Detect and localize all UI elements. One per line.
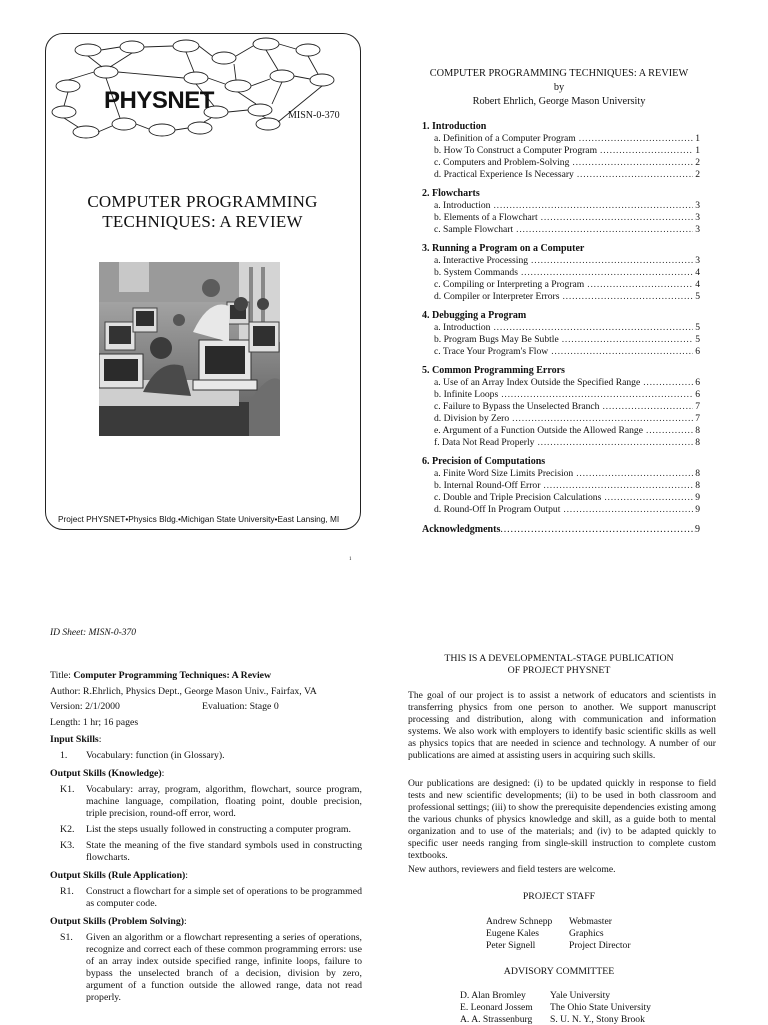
table-of-contents: [422, 121, 700, 536]
toc-entry-text: a. Introduction: [434, 200, 491, 211]
toc-entry-text: d. Round-Off In Program Output: [434, 504, 561, 515]
toc-entry: [422, 224, 700, 236]
toc-entry: [422, 377, 700, 389]
output-knowledge-list: [50, 784, 362, 864]
toc-entry-text: b. Elements of a Flowchart: [434, 212, 538, 223]
advisory-name: E. Leonard Jossem: [460, 1001, 533, 1013]
toc-header: [400, 67, 718, 109]
toc-leader-dots: [577, 169, 693, 181]
toc-entry-page: 1: [695, 145, 700, 156]
toc-entry: [422, 255, 700, 267]
toc-section: [422, 456, 700, 516]
toc-entry-page: 2: [695, 169, 700, 180]
skill-text: List the steps usually followed in constructing a computer program.: [86, 824, 352, 835]
photo-graphic: [99, 262, 280, 436]
advisory-committee-list: [460, 990, 651, 1025]
toc-entry-text: c. Sample Flowchart: [434, 224, 514, 235]
toc-section-title: 2. Flowcharts: [422, 188, 480, 199]
toc-entry-page: 5: [695, 291, 700, 302]
staff-row: [486, 940, 631, 952]
cover-title-line2: TECHNIQUES: A REVIEW: [102, 212, 303, 231]
toc-entry: [422, 480, 700, 492]
toc-entry-page: 3: [695, 224, 700, 235]
skill-text: Construct a flowchart for a simple set of operations to be programmed as computer code.: [86, 886, 362, 909]
staff-name: Eugene Kales: [486, 928, 540, 940]
toc-entry: [422, 504, 700, 516]
toc-leader-dots: [576, 468, 693, 480]
skill-label: R1.: [60, 886, 74, 897]
staff-name: Andrew Schnepp: [486, 916, 553, 927]
toc-entry: [422, 279, 700, 291]
toc-leader-dots: [531, 255, 693, 267]
toc-entry: [422, 157, 700, 169]
toc-entry-text: c. Failure to Bypass the Unselected Branch: [434, 401, 600, 412]
output-rule-heading-text: Output Skills (Rule Application): [50, 870, 186, 881]
module-length: Length: 1 hr; 16 pages: [50, 716, 139, 728]
toc-entry-text: b. Internal Round-Off Error: [434, 480, 541, 491]
advisory-committee-heading: ADVISORY COMMITTEE: [503, 966, 615, 977]
toc-section: [422, 121, 700, 181]
skill-label: K1.: [60, 784, 75, 795]
advisory-name: A. A. Strassenburg: [460, 1013, 533, 1025]
toc-entry-text: d. Compiler or Interpreter Errors: [434, 291, 560, 302]
toc-leader-dots: [541, 212, 694, 224]
id-sheet: [50, 668, 362, 1008]
toc-leader-dots: [572, 157, 693, 169]
design-paragraph: Our publications are designed: (i) to be updated quickly in response to field tests and new scientific developments; (ii) to be used in both classroom and professional settings; (iii) to show the prerequisite dependencies existing among the various chunks of physics knowledge and skill, as a guide both to mental organization and to use of the materials; and (iv) to be adapted quickly to specific user needs ranging from single-skill instruction to complete custom textbooks.: [408, 778, 716, 861]
toc-doc-title: COMPUTER PROGRAMMING TECHNIQUES: A REVIEW: [429, 68, 689, 79]
toc-entry: [422, 413, 700, 425]
toc-entry: [422, 437, 700, 449]
toc-entry-page: 3: [695, 212, 700, 223]
staff-role: Webmaster: [569, 916, 612, 927]
module-evaluation: Evaluation: Stage 0: [202, 701, 279, 712]
toc-leader-dots: [493, 322, 693, 334]
toc-ack-page: 9: [695, 524, 700, 535]
skill-text: Vocabulary: array, program, algorithm, flowchart, source program, machine language, compilation, floating point, double precision, triple precision, round-off error, word.: [86, 784, 362, 819]
skill-text: Given an algorithm or a flowchart representing a series of operations, recognize and correct each of these common programming errors: use of an array index outside specified range, infinite loops, failure to bypass the unselected branch of a decision, division by zero, argument of a function outside the allowed range, data not read properly.: [86, 932, 362, 1003]
output-rule-list: [50, 886, 362, 910]
toc-section: [422, 365, 700, 449]
toc-section: [422, 243, 700, 303]
toc-section-title: 5. Common Programming Errors: [422, 365, 565, 376]
skill-item: [50, 840, 362, 864]
toc-section: [422, 188, 700, 236]
toc-entry-text: a. Finite Word Size Limits Precision: [434, 468, 574, 479]
toc-section-title: 3. Running a Program on a Computer: [422, 243, 585, 254]
toc-entry-page: 7: [695, 401, 700, 412]
advisory-row: [460, 1014, 651, 1025]
page-number: 1: [349, 557, 352, 562]
advisory-row: [460, 1002, 651, 1014]
version-row: [50, 699, 362, 715]
toc-entry-page: 8: [695, 480, 700, 491]
toc-entry: [422, 492, 700, 504]
cover-title: [60, 192, 345, 232]
toc-acknowledgments: [422, 524, 700, 536]
toc-ack-text: Acknowledgments: [422, 524, 501, 535]
toc-leader-dots: [646, 425, 693, 437]
advisory-affiliation: Yale University: [550, 990, 611, 1001]
id-sheet-label: ID Sheet: MISN-0-370: [50, 628, 137, 638]
toc-entry: [422, 425, 700, 437]
publication-heading-line2: OF PROJECT PHYSNET: [507, 665, 611, 676]
toc-entry-text: a. Definition of a Computer Program: [434, 133, 576, 144]
toc-entry: [422, 389, 700, 401]
project-staff-heading: PROJECT STAFF: [522, 891, 596, 902]
skill-item: [50, 886, 362, 910]
toc-leader-dots: [579, 133, 693, 145]
toc-entry-page: 7: [695, 413, 700, 424]
skill-text: Vocabulary: function (in Glossary).: [86, 750, 225, 761]
staff-role: Graphics: [569, 928, 604, 940]
output-knowledge-heading: Output Skills (Knowledge):: [50, 768, 165, 779]
goal-paragraph: The goal of our project is to assist a network of educators and scientists in transferring physics from one person to another. We support manuscript processing and distribution, along with communication and information systems. We also work with employers to identify basic scientific skills as well as physics topics that are needed in science and technology. A number of our publications are aimed at assisting users in acquiring such skills.: [408, 690, 716, 761]
toc-leader-dots: [493, 200, 693, 212]
toc-entry-text: a. Interactive Processing: [434, 255, 529, 266]
toc-entry: [422, 212, 700, 224]
toc-leader-dots: [562, 291, 693, 303]
toc-entry-page: 9: [695, 504, 700, 515]
toc-entry-text: b. How To Construct a Computer Program: [434, 145, 598, 156]
toc-entry: [422, 200, 700, 212]
toc-entry-text: c. Compiling or Interpreting a Program: [434, 279, 585, 290]
toc-entry-page: 4: [695, 267, 700, 278]
skill-item: [50, 750, 362, 762]
advisory-row: [460, 990, 651, 1002]
toc-entry-text: b. System Commands: [434, 267, 518, 278]
toc-entry: [422, 169, 700, 181]
classroom-computers-photo: [99, 262, 280, 436]
advisory-affiliation: S. U. N. Y., Stony Brook: [550, 1013, 645, 1025]
input-skills-heading: Input Skills:: [50, 734, 102, 745]
physnet-logo: PHYSNET: [104, 87, 214, 114]
toc-entry-page: 3: [695, 200, 700, 211]
welcome-paragraph: New authors, reviewers and field testers are welcome.: [408, 864, 616, 875]
toc-entry-text: a. Use of an Array Index Outside the Specified Range: [434, 377, 641, 388]
output-problem-heading: Output Skills (Problem Solving):: [50, 916, 187, 927]
title-label: Title:: [50, 670, 74, 681]
toc-entry-text: b. Infinite Loops: [434, 389, 499, 400]
skill-item: [50, 784, 362, 820]
toc-entry-page: 6: [695, 389, 700, 400]
toc-entry: [422, 468, 700, 480]
toc-leader-dots: [501, 389, 693, 401]
toc-entry-page: 6: [695, 346, 700, 357]
module-id: MISN-0-370: [288, 110, 340, 121]
skill-text: State the meaning of the five standard symbols used in constructing flowcharts.: [86, 840, 362, 863]
toc-leader-dots: [602, 401, 693, 413]
module-version: Version: 2/1/2000: [50, 701, 120, 712]
toc-entry-page: 3: [695, 255, 700, 266]
toc-entry-page: 5: [695, 334, 700, 345]
skill-label: 1.: [60, 750, 68, 761]
toc-entry: [422, 334, 700, 346]
toc-by: by: [553, 82, 565, 93]
cover-title-line1: COMPUTER PROGRAMMING: [87, 192, 318, 211]
toc-leader-dots: [521, 267, 693, 279]
toc-entry-page: 2: [695, 157, 700, 168]
skill-item: [50, 932, 362, 1004]
toc-entry-page: 6: [695, 377, 700, 388]
toc-entry: [422, 322, 700, 334]
toc-entry-text: e. Argument of a Function Outside the Allowed Range: [434, 425, 643, 436]
toc-entry-page: 5: [695, 322, 700, 333]
toc-leader-dots: [563, 504, 693, 516]
toc-section-title: 4. Debugging a Program: [422, 310, 527, 321]
staff-role: Project Director: [569, 940, 631, 952]
toc-entry-page: 8: [695, 468, 700, 479]
toc-entry-text: f. Data Not Read Properly: [434, 437, 535, 448]
toc-section-title: 1. Introduction: [422, 121, 487, 132]
toc-entry-text: b. Program Bugs May Be Subtle: [434, 334, 559, 345]
publication-heading-line1: THIS IS A DEVELOPMENTAL-STAGE PUBLICATION: [444, 653, 674, 664]
output-knowledge-heading-text: Output Skills (Knowledge): [50, 768, 162, 779]
advisory-affiliation: The Ohio State University: [550, 1001, 651, 1013]
input-skills-heading-text: Input Skills: [50, 734, 99, 745]
toc-entry-page: 8: [695, 425, 700, 436]
toc-entry: [422, 401, 700, 413]
module-title: Computer Programming Techniques: A Review: [73, 670, 272, 681]
advisory-name: D. Alan Bromley: [460, 990, 526, 1001]
publication-heading: [400, 653, 718, 677]
toc-entry-page: 9: [695, 492, 700, 503]
cover-footer: Project PHYSNET•Physics Bldg.•Michigan State University•East Lansing, MI: [58, 514, 340, 524]
toc-leader-dots: [512, 413, 693, 425]
toc-entry: [422, 346, 700, 358]
toc-entry-text: c. Double and Triple Precision Calculations: [434, 492, 602, 503]
skill-item: [50, 824, 362, 836]
toc-leader-dots: [516, 224, 693, 236]
toc-entry: [422, 133, 700, 145]
toc-entry-text: d. Division by Zero: [434, 413, 510, 424]
output-rule-heading: Output Skills (Rule Application):: [50, 870, 189, 881]
toc-entry: [422, 291, 700, 303]
toc-section-title: 6. Precision of Computations: [422, 456, 546, 467]
output-problem-heading-text: Output Skills (Problem Solving): [50, 916, 185, 927]
toc-entry-text: c. Trace Your Program's Flow: [434, 346, 549, 357]
toc-entry-page: 8: [695, 437, 700, 448]
staff-name: Peter Signell: [486, 940, 536, 952]
toc-leader-dots: [562, 334, 693, 346]
toc-author: Robert Ehrlich, George Mason University: [472, 96, 646, 107]
toc-leader-dots: [543, 480, 693, 492]
skill-label: S1.: [60, 932, 73, 943]
toc-leader-dots: [551, 346, 693, 358]
toc-leader-dots: [500, 524, 695, 536]
toc-leader-dots: [604, 492, 693, 504]
toc-entry-page: 4: [695, 279, 700, 290]
toc-leader-dots: [600, 145, 693, 157]
skill-label: K3.: [60, 840, 75, 851]
output-problem-list: [50, 932, 362, 1004]
toc-leader-dots: [643, 377, 693, 389]
toc-entry-text: a. Introduction: [434, 322, 491, 333]
staff-row: [486, 916, 631, 928]
toc-entry: [422, 267, 700, 279]
module-author: Author: R.Ehrlich, Physics Dept., George Mason Univ., Fairfax, VA: [50, 685, 317, 697]
toc-leader-dots: [587, 279, 693, 291]
toc-section: [422, 310, 700, 358]
toc-entry-text: d. Practical Experience Is Necessary: [434, 169, 574, 180]
toc-entry-page: 1: [695, 133, 700, 144]
skill-label: K2.: [60, 824, 75, 835]
module-title-row: [50, 668, 362, 684]
toc-leader-dots: [537, 437, 693, 449]
project-staff-list: [486, 916, 631, 953]
input-skills-list: [50, 750, 362, 762]
toc-entry: [422, 145, 700, 157]
toc-entry-text: c. Computers and Problem-Solving: [434, 157, 570, 168]
staff-row: [486, 928, 631, 940]
